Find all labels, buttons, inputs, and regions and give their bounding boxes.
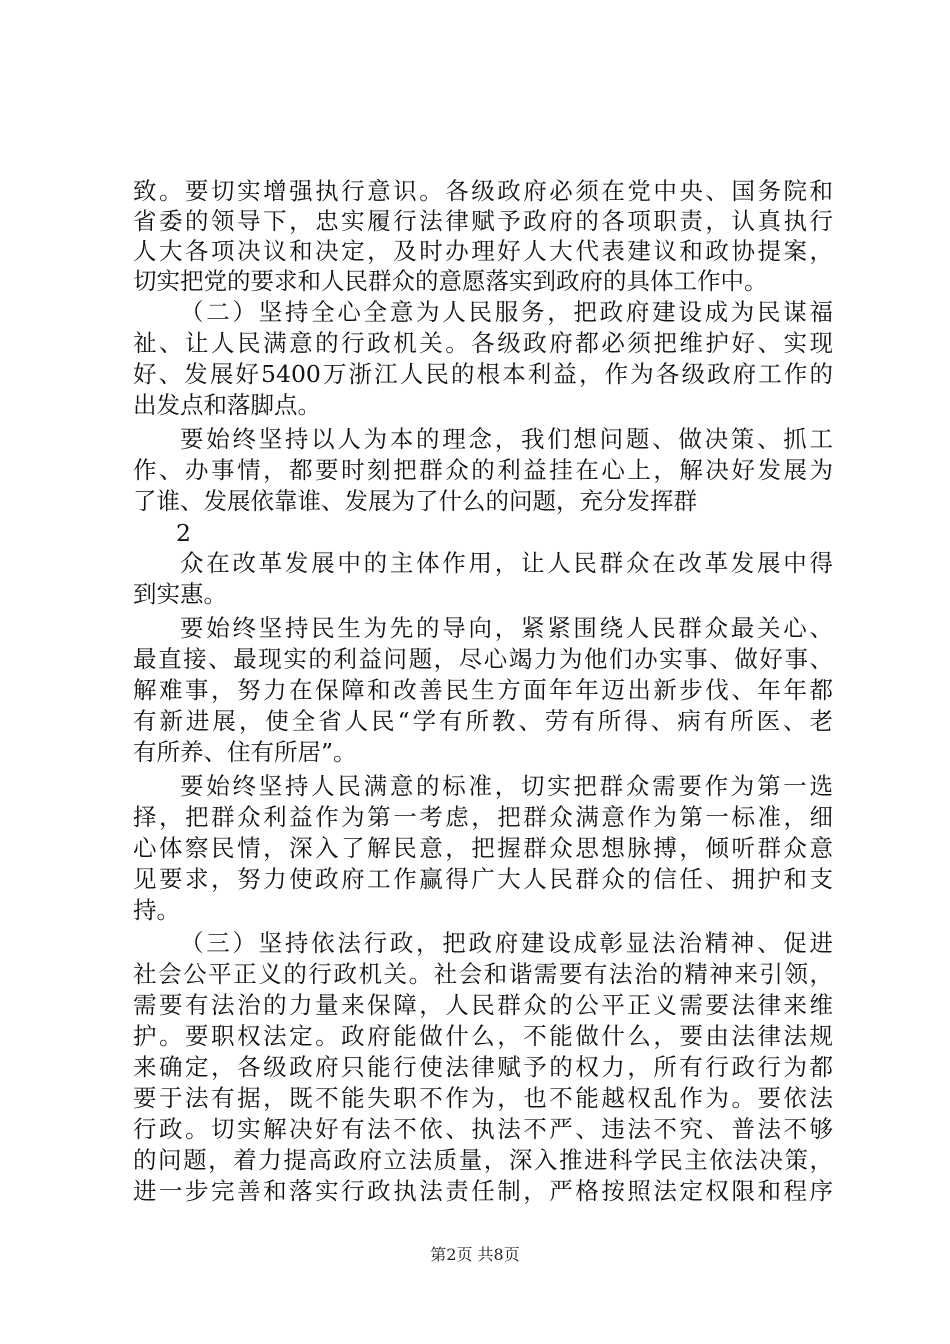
text-line: 持。 xyxy=(133,896,180,924)
text-line: 祉、让人民满意的行政机关。各级政府都必须把维护好、实现 xyxy=(133,329,833,357)
text-line: 作、办事情，都要时刻把群众的利益挂在心上，解决好发展为 xyxy=(133,456,833,484)
text-line: 护。要职权法定。政府能做什么，不能做什么，要由法律法规 xyxy=(133,1022,833,1050)
text-line: （二）坚持全心全意为人民服务，把政府建设成为民谋福 xyxy=(180,298,833,326)
text-line: 见要求，努力使政府工作赢得广大人民群众的信任、拥护和支 xyxy=(133,865,833,893)
text-line: 行政。切实解决好有法不依、执法不严、违法不究、普法不够 xyxy=(133,1115,833,1143)
text-line: 要始终坚持民生为先的导向，紧紧围绕人民群众最关心、 xyxy=(180,614,833,642)
text-line: 来确定，各级政府只能行使法律赋予的权力，所有行政行为都 xyxy=(133,1053,833,1081)
text-line: 众在改革发展中的主体作用，让人民群众在改革发展中得 xyxy=(180,549,833,577)
text-line: 省委的领导下，忠实履行法律赋予政府的各项职责，认真执行 xyxy=(133,207,833,235)
text-line: 有所养、住有所居”。 xyxy=(133,738,357,766)
text-line: 社会公平正义的行政机关。社会和谐需要有法治的精神来引领， xyxy=(133,960,833,988)
text-line: （三）坚持依法行政，把政府建设成彰显法治精神、促进 xyxy=(180,929,833,957)
text-line: 需要有法治的力量来保障，人民群众的公平正义需要法律来维 xyxy=(133,991,833,1019)
text-line: 人大各项决议和决定，及时办理好人大代表建议和政协提案， xyxy=(133,237,833,265)
text-line: 进一步完善和落实行政执法责任制，严格按照法定权限和程序 xyxy=(133,1177,833,1205)
page-footer: 第2页 共8页 xyxy=(430,1245,520,1264)
text-line: 择，把群众利益作为第一考虑，把群众满意作为第一标准，细 xyxy=(133,803,833,831)
text-line: 的问题，着力提高政府立法质量，深入推进科学民主依法决策， xyxy=(133,1146,833,1174)
text-line: 致。要切实增强执行意识。各级政府必须在党中央、国务院和 xyxy=(133,177,833,205)
text-line: 解难事，努力在保障和改善民生方面年年迈出新步伐、年年都 xyxy=(133,676,833,704)
text-line: 了谁、发展依靠谁、发展为了什么的问题，充分发挥群 xyxy=(133,487,697,515)
inline-page-number: 2 xyxy=(176,519,191,547)
text-line: 到实惠。 xyxy=(133,580,227,608)
text-line: 要于法有据，既不能失职不作为，也不能越权乱作为。要依法 xyxy=(133,1084,833,1112)
text-line: 切实把党的要求和人民群众的意愿落实到政府的具体工作中。 xyxy=(133,267,768,295)
text-line: 要始终坚持以人为本的理念，我们想问题、做决策、抓工 xyxy=(180,425,833,453)
text-line: 最直接、最现实的利益问题，尽心竭力为他们办实事、做好事、 xyxy=(133,645,833,673)
text-line: 出发点和落脚点。 xyxy=(133,391,321,419)
text-line: 有新进展，使全省人民“学有所教、劳有所得、病有所医、老 xyxy=(133,707,833,735)
text-line: 心体察民情，深入了解民意，把握群众思想脉搏，倾听群众意 xyxy=(133,834,833,862)
text-line: 好、发展好5400万浙江人民的根本利益，作为各级政府工作的 xyxy=(133,360,833,388)
text-line: 要始终坚持人民满意的标准，切实把群众需要作为第一选 xyxy=(180,772,833,800)
